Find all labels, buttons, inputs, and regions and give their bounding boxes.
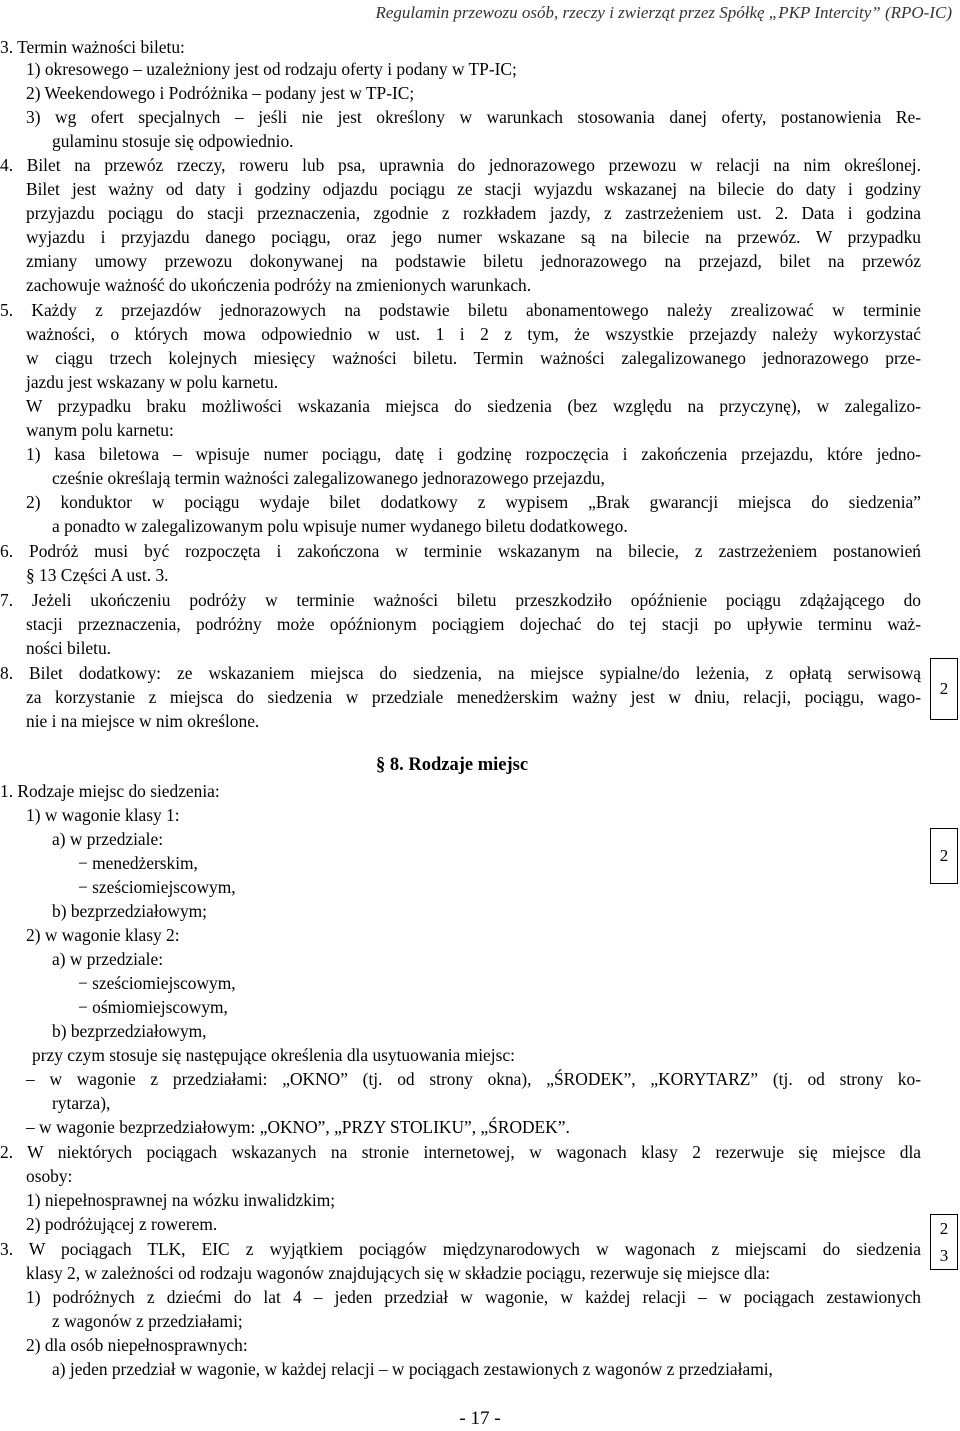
paragraph-line: przyjazdu pociągu do stacji przeznaczenia, zgodnie z rozkładem jazdy, z zastrzeżeniem ust. 2. Data i godzina bbox=[26, 203, 921, 223]
paragraph-line: w ciągu trzech kolejnych miesięcy ważności biletu. Termin ważności zalegalizowanego jednorazowego prze- bbox=[26, 348, 921, 368]
paragraph-line: gulaminu stosuje się odpowiednio. bbox=[52, 131, 294, 151]
paragraph-line: 1) kasa biletowa – wpisuje numer pociągu, datę i godzinę rozpoczęcia i zakończenia przejazdu, które jedno- bbox=[26, 444, 921, 464]
running-header: Regulamin przewozu osób, rzeczy i zwierząt przez Spółkę „PKP Intercity” (RPO-IC) bbox=[375, 3, 952, 22]
margin-note: 2 bbox=[930, 658, 958, 720]
list-item: 2) dla osób niepełnosprawnych: bbox=[26, 1335, 248, 1355]
list-item: b) bezprzedziałowym, bbox=[52, 1021, 207, 1041]
list-item: − sześciomiejscowym, bbox=[78, 877, 236, 897]
list-item: 1) niepełnosprawnej na wózku inwalidzkim; bbox=[26, 1190, 336, 1210]
paragraph-line: zachowuje ważność do ukończenia podróży na zmienionych warunkach. bbox=[26, 275, 532, 295]
paragraph-line: osoby: bbox=[26, 1166, 73, 1186]
paragraph-line: 2) Weekendowego i Podróżnika – podany jest w TP-IC; bbox=[26, 83, 415, 103]
paragraph-line: a ponadto w zalegalizowanym polu wpisuje numer wydanego biletu dodatkowego. bbox=[52, 516, 628, 536]
paragraph-line: 5. Każdy z przejazdów jednorazowych na podstawie biletu abonamentowego należy zrealizować w terminie bbox=[0, 300, 921, 320]
paragraph-line: zmiany umowy przewozu dokonywanej na podstawie biletu jednorazowego na przejazd, bilet na przewóz bbox=[26, 251, 921, 271]
paragraph-line: wanym polu karnetu: bbox=[26, 420, 174, 440]
paragraph-line: ności biletu. bbox=[26, 638, 112, 658]
list-item: 2) w wagonie klasy 2: bbox=[26, 925, 180, 945]
page-number: - 17 - bbox=[459, 1408, 501, 1429]
list-item: − menedżerskim, bbox=[78, 853, 198, 873]
list-item: z wagonów z przedziałami; bbox=[52, 1311, 243, 1331]
section-heading: § 8. Rodzaje miejsc bbox=[376, 755, 529, 775]
list-item: 2) podróżującej z rowerem. bbox=[26, 1214, 218, 1234]
list-item: − ośmiomiejscowym, bbox=[78, 997, 228, 1017]
paragraph-line: wyjazdu i przyjazdu danego pociągu, oraz jego numer wskazane są na bilecie na przewóz. W przypadku bbox=[26, 227, 921, 247]
list-item: 1) podróżnych z dziećmi do lat 4 – jeden przedział w wagonie, w każdej relacji – w pociągach zestawionych bbox=[26, 1287, 921, 1307]
paragraph-line: za korzystanie z miejsca do siedzenia w przedziale menedżerskim ważny jest w dniu, relacji, pociągu, wago- bbox=[26, 687, 921, 707]
paragraph-line: 4. Bilet na przewóz rzeczy, roweru lub psa, uprawnia do jednorazowego przewozu w relacji na nim określonej. bbox=[0, 155, 921, 175]
list-item: – w wagonie z przedziałami: „OKNO” (tj. od strony okna), „ŚRODEK”, „KORYTARZ” (tj. od strony ko- bbox=[26, 1069, 921, 1089]
list-item: a) jeden przedział w wagonie, w każdej relacji – w pociągach zestawionych z wagonów z przedziałami, bbox=[52, 1359, 773, 1379]
paragraph-line: przy czym stosuje się następujące określenia dla usytuowania miejsc: bbox=[32, 1045, 515, 1065]
paragraph-line: 1. Rodzaje miejsc do siedzenia: bbox=[0, 781, 220, 801]
margin-note: 3 bbox=[930, 1243, 958, 1270]
list-item: a) w przedziale: bbox=[52, 829, 164, 849]
list-item: rytarza), bbox=[52, 1093, 111, 1113]
list-item: 1) w wagonie klasy 1: bbox=[26, 805, 180, 825]
paragraph-line: 2) konduktor w pociągu wydaje bilet dodatkowy z wypisem „Brak gwarancji miejsca do siedzenia” bbox=[26, 492, 921, 512]
paragraph-line: 3. Termin ważności biletu: bbox=[0, 37, 185, 57]
paragraph-line: 1) okresowego – uzależniony jest od rodzaju oferty i podany w TP-IC; bbox=[26, 59, 517, 79]
paragraph-line: nie i na miejsce w nim określone. bbox=[26, 711, 260, 731]
paragraph-line: W przypadku braku możliwości wskazania miejsca do siedzenia (bez względu na przyczynę), w zalegalizo- bbox=[26, 396, 921, 416]
paragraph-line: § 13 Części A ust. 3. bbox=[26, 565, 169, 585]
paragraph-line: 3) wg ofert specjalnych – jeśli nie jest określony w warunkach stosowania danej oferty, postanowienia Re- bbox=[26, 107, 921, 127]
paragraph-line: klasy 2, w zależności od rodzaju wagonów znajdujących się w składzie pociągu, rezerwuje się miejsce dla: bbox=[26, 1263, 771, 1283]
paragraph-line: 8. Bilet dodatkowy: ze wskazaniem miejsca do siedzenia, na miejsce sypialne/do leżenia, z opłatą serwisową bbox=[0, 663, 921, 683]
paragraph-line: 6. Podróż musi być rozpoczęta i zakończona w terminie wskazanym na bilecie, z zastrzeżeniem postanowień bbox=[0, 541, 921, 561]
paragraph-line: 7. Jeżeli ukończeniu podróży w terminie ważności biletu przeszkodziło opóźnienie pociągu zdążającego do bbox=[0, 590, 921, 610]
list-item: − sześciomiejscowym, bbox=[78, 973, 236, 993]
margin-note: 2 bbox=[930, 828, 958, 884]
paragraph-line: 2. W niektórych pociągach wskazanych na stronie internetowej, w wagonach klasy 2 rezerwuje się miejsce dla bbox=[0, 1142, 921, 1162]
paragraph-line: 3. W pociągach TLK, EIC z wyjątkiem pociągów międzynarodowych w wagonach z miejscami do siedzenia bbox=[0, 1239, 921, 1259]
paragraph-line: stacji przeznaczenia, podróżny może opóźnionym pociągiem dojechać do tej stacji po upływie terminu waż- bbox=[26, 614, 921, 634]
paragraph-line: jazdu jest wskazany w polu karnetu. bbox=[26, 372, 279, 392]
list-item: b) bezprzedziałowym; bbox=[52, 901, 207, 921]
list-item: a) w przedziale: bbox=[52, 949, 164, 969]
margin-note: 2 bbox=[930, 1214, 958, 1243]
paragraph-line: ważności, o których mowa odpowiednio w ust. 1 i 2 z tym, że wszystkie przejazdy należy wykorzystać bbox=[26, 324, 921, 344]
paragraph-line: Bilet jest ważny od daty i godziny odjazdu pociągu ze stacji wyjazdu wskazanej na bilecie do daty i godziny bbox=[26, 179, 921, 199]
paragraph-line: cześnie określają termin ważności zalegalizowanego jednorazowego przejazdu, bbox=[52, 468, 605, 488]
list-item: – w wagonie bezprzedziałowym: „OKNO”, „PRZY STOLIKU”, „ŚRODEK”. bbox=[26, 1117, 570, 1137]
